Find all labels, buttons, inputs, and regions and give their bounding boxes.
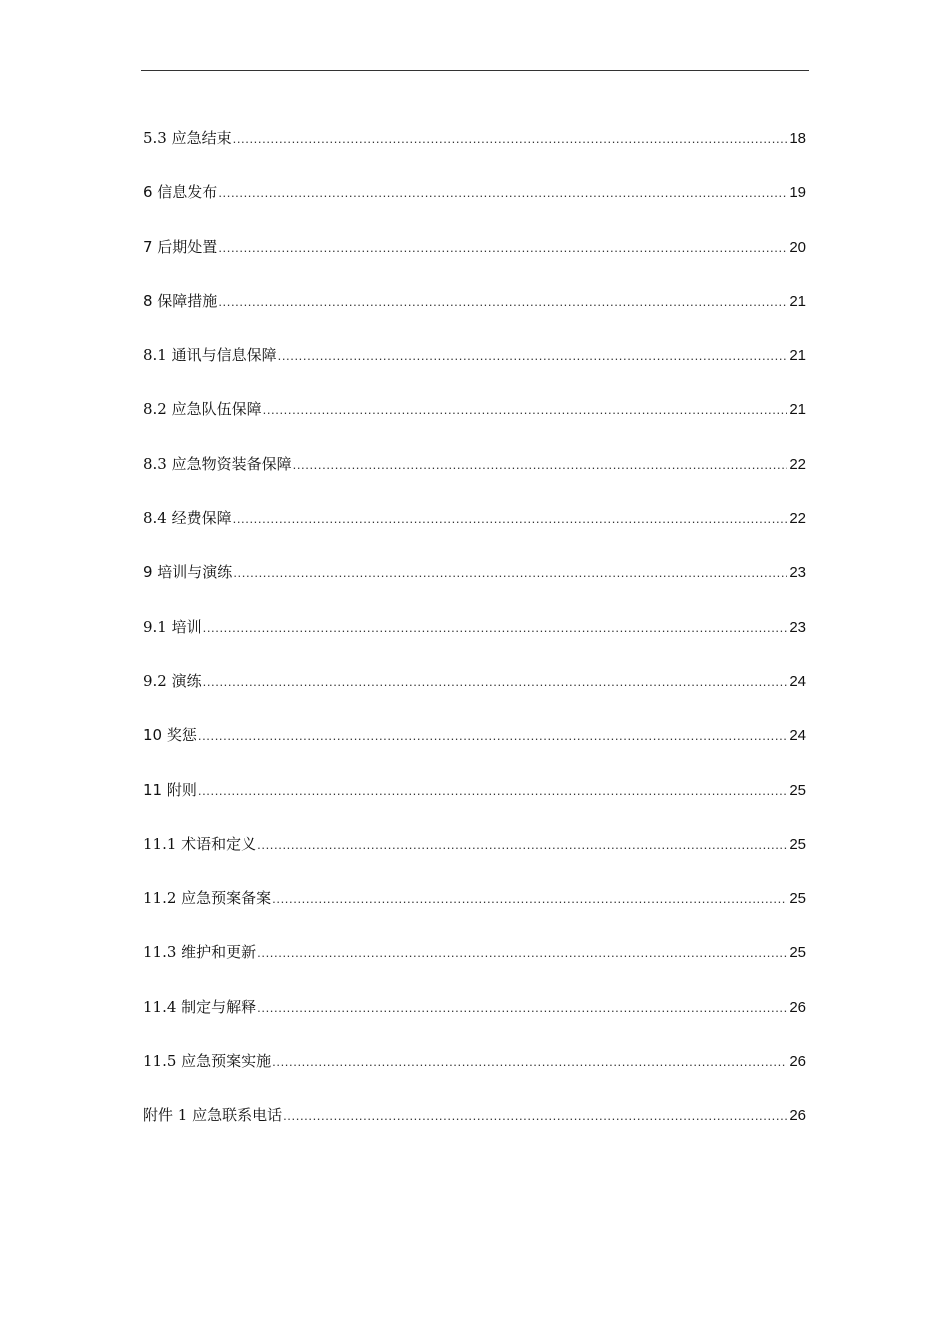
toc-dot-leader xyxy=(198,777,787,805)
toc-entry[interactable] xyxy=(143,613,806,667)
toc-entry[interactable] xyxy=(143,178,806,232)
toc-entry[interactable] xyxy=(143,667,806,721)
toc-entry-label: 8.4 经费保障 xyxy=(143,509,232,528)
toc-entry-label: 5.3 应急结束 xyxy=(143,129,232,147)
toc-dot-leader xyxy=(203,668,788,696)
toc-entry-label: 8.2 应急队伍保障 xyxy=(143,400,262,419)
toc-dot-leader xyxy=(218,234,787,262)
toc-entry-label: 11.5 应急预案实施 xyxy=(143,1052,272,1071)
toc-entry[interactable] xyxy=(143,938,806,992)
toc-dot-leader xyxy=(203,614,788,642)
toc-dot-leader xyxy=(233,559,787,587)
toc-entry-label: 9.2 演练 xyxy=(143,671,202,690)
toc-entry[interactable] xyxy=(143,287,806,341)
toc-entry-page: 25 xyxy=(789,781,806,799)
toc-dot-leader xyxy=(257,831,787,859)
toc-entry-page: 23 xyxy=(789,564,806,582)
header-rule xyxy=(141,70,809,71)
toc-entry-label: 11.4 制定与解释 xyxy=(143,997,257,1016)
toc-entry-page: 24 xyxy=(789,672,806,690)
toc-entry-page: 18 xyxy=(789,130,806,147)
toc-entry[interactable] xyxy=(143,341,806,395)
toc-dot-leader xyxy=(272,885,787,913)
toc-entry-label: 7 后期处置 xyxy=(143,237,218,256)
toc-entry-label: 11.3 维护和更新 xyxy=(143,943,257,962)
toc-entry-page: 20 xyxy=(789,238,806,256)
toc-entry[interactable] xyxy=(143,721,806,775)
toc-entry[interactable] xyxy=(143,558,806,612)
toc-entry[interactable] xyxy=(143,504,806,558)
toc-entry-page: 26 xyxy=(789,1107,806,1125)
toc-entry-label: 11.2 应急预案备案 xyxy=(143,889,272,908)
toc-dot-leader xyxy=(198,722,787,750)
toc-entry-label: 9 培训与演练 xyxy=(143,563,233,582)
toc-dot-leader xyxy=(263,396,788,424)
toc-entry[interactable] xyxy=(143,884,806,938)
toc-entry[interactable] xyxy=(143,450,806,504)
toc-entry-page: 21 xyxy=(789,347,806,365)
toc-entry[interactable] xyxy=(143,1101,806,1155)
toc-entry-page: 24 xyxy=(789,727,806,745)
toc-dot-leader xyxy=(283,1102,787,1130)
toc-dot-leader xyxy=(257,939,787,967)
toc-dot-leader xyxy=(278,342,788,370)
toc-entry-label: 8 保障措施 xyxy=(143,291,218,310)
toc-dot-leader xyxy=(272,1048,787,1076)
toc-entry-label: 8.3 应急物资装备保障 xyxy=(143,454,292,473)
toc-entry-page: 25 xyxy=(789,944,806,962)
toc-dot-leader xyxy=(218,179,787,207)
toc-entry-page: 21 xyxy=(789,401,806,419)
toc-entry[interactable] xyxy=(143,776,806,830)
toc-entry[interactable] xyxy=(143,1047,806,1101)
table-of-contents xyxy=(143,124,806,1156)
toc-entry[interactable] xyxy=(143,124,806,178)
toc-dot-leader xyxy=(218,288,787,316)
toc-dot-leader xyxy=(293,451,788,479)
toc-entry-page: 26 xyxy=(789,1053,806,1071)
toc-entry[interactable] xyxy=(143,830,806,884)
toc-entry[interactable] xyxy=(143,233,806,287)
toc-entry-page: 22 xyxy=(789,455,806,473)
toc-entry-page: 26 xyxy=(789,998,806,1016)
toc-entry[interactable] xyxy=(143,395,806,449)
toc-dot-leader xyxy=(257,994,787,1022)
toc-entry-label: 6 信息发布 xyxy=(143,183,218,202)
toc-entry-label: 9.1 培训 xyxy=(143,617,202,636)
toc-dot-leader xyxy=(233,505,788,533)
toc-entry-page: 21 xyxy=(789,292,806,310)
toc-entry-page: 25 xyxy=(789,835,806,853)
toc-entry-page: 22 xyxy=(789,510,806,528)
toc-entry-page: 19 xyxy=(789,184,806,202)
toc-entry-label: 11.1 术语和定义 xyxy=(143,834,257,853)
toc-entry-label: 8.1 通讯与信息保障 xyxy=(143,346,277,365)
toc-entry-page: 23 xyxy=(789,618,806,636)
toc-dot-leader xyxy=(233,125,788,153)
toc-entry-page: 25 xyxy=(789,890,806,908)
toc-entry-label: 10 奖惩 xyxy=(143,726,197,745)
toc-entry[interactable] xyxy=(143,993,806,1047)
toc-entry-label: 附件 1 应急联系电话 xyxy=(143,1106,283,1125)
toc-entry-label: 11 附则 xyxy=(143,780,197,799)
